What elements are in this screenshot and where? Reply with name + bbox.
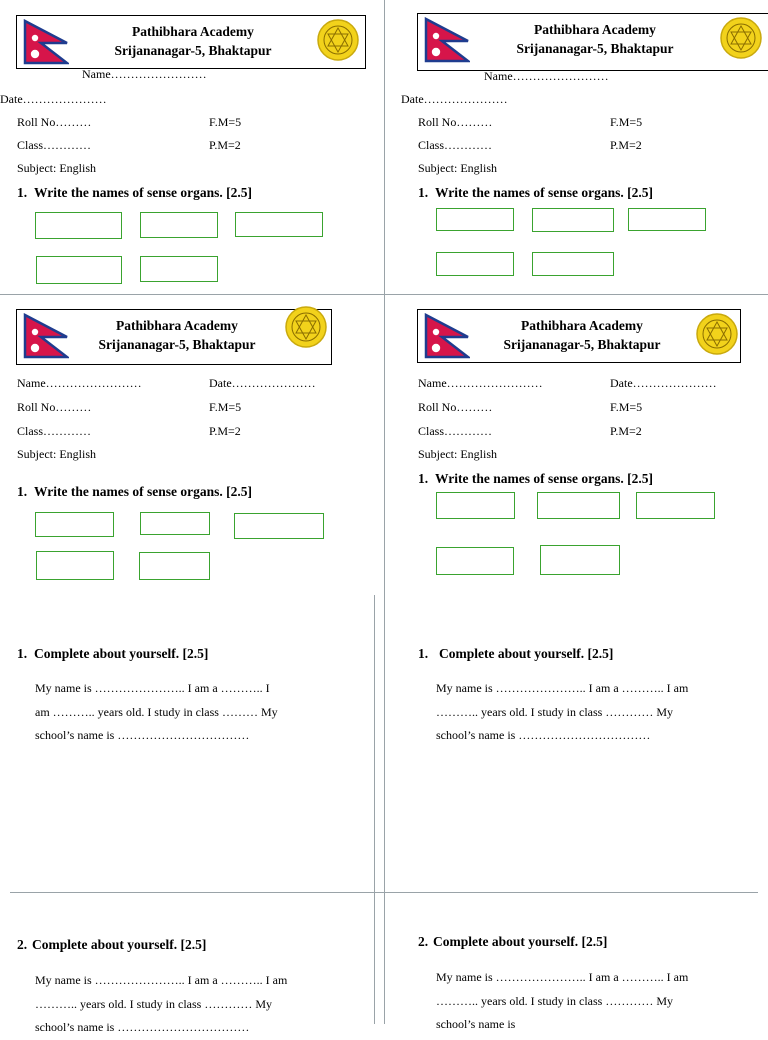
school-header bbox=[16, 15, 366, 69]
answer-box[interactable] bbox=[540, 545, 620, 575]
fm-field: F.M=5 bbox=[610, 400, 643, 414]
answer-box[interactable] bbox=[436, 547, 514, 575]
answer-box[interactable] bbox=[140, 212, 218, 238]
nepal-flag-icon bbox=[424, 313, 470, 359]
yourself-paragraph bbox=[436, 966, 746, 1037]
paragraph-line: school’s name is bbox=[436, 1017, 516, 1031]
answer-box[interactable] bbox=[235, 212, 323, 237]
school-emblem-icon bbox=[696, 313, 738, 355]
paragraph-line: ……….. years old. I study in class ………… My bbox=[436, 704, 673, 719]
question-sense-organs: 1. Write the names of sense organs. [2.5] bbox=[418, 185, 653, 200]
paragraph-line: My name is ………………….. I am a ……….. I am bbox=[436, 970, 689, 984]
answer-box[interactable] bbox=[35, 512, 114, 537]
answer-box[interactable] bbox=[537, 492, 620, 519]
school-title bbox=[77, 22, 309, 60]
date-field: Date………………… bbox=[401, 92, 508, 106]
nepal-flag-icon bbox=[23, 313, 69, 359]
class-field: Class………… bbox=[418, 424, 493, 438]
horizontal-divider bbox=[0, 294, 768, 295]
paragraph-line: ……….. years old. I study in class ………… My bbox=[35, 996, 272, 1011]
yourself-paragraph bbox=[35, 677, 330, 748]
answer-box[interactable] bbox=[36, 551, 114, 580]
question-sense-organs: 1. Write the names of sense organs. [2.5] bbox=[418, 471, 653, 486]
answer-box[interactable] bbox=[140, 256, 218, 282]
question-sense-organs: 1. Write the names of sense organs. [2.5] bbox=[17, 185, 252, 200]
fm-field: F.M=5 bbox=[610, 115, 643, 129]
paragraph-line: ……….. years old. I study in class ………… My bbox=[436, 993, 673, 1008]
school-address: Srijananagar-5, Bhaktapur bbox=[516, 41, 674, 56]
name-field: Name…………………… bbox=[82, 67, 207, 81]
roll-field: Roll No……… bbox=[17, 115, 92, 129]
school-address: Srijananagar-5, Bhaktapur bbox=[503, 337, 661, 352]
paragraph-line: am ……….. years old. I study in class ……… My bbox=[35, 704, 278, 719]
subject-field: Subject: English bbox=[418, 447, 497, 461]
school-title bbox=[472, 316, 692, 354]
school-header bbox=[417, 13, 768, 71]
nepal-flag-icon bbox=[424, 17, 470, 63]
school-header bbox=[417, 309, 741, 363]
horizontal-divider-bottom bbox=[10, 892, 758, 893]
class-field: Class………… bbox=[17, 424, 92, 438]
name-field: Name…………………… bbox=[418, 376, 543, 390]
date-field: Date………………… bbox=[209, 376, 316, 390]
name-field: Name…………………… bbox=[484, 69, 609, 83]
answer-box[interactable] bbox=[36, 256, 122, 284]
paragraph-line: school’s name is …………………………… bbox=[436, 728, 651, 742]
school-name: Pathibhara Academy bbox=[534, 22, 656, 37]
answer-box[interactable] bbox=[234, 513, 324, 539]
vertical-divider bbox=[384, 0, 385, 1024]
roll-field: Roll No……… bbox=[418, 115, 493, 129]
school-title bbox=[71, 316, 283, 354]
subject-field: Subject: English bbox=[418, 161, 497, 175]
school-title bbox=[478, 20, 712, 58]
question-yourself: 1. Complete about yourself. [2.5] bbox=[17, 646, 209, 661]
school-emblem-icon bbox=[720, 17, 762, 59]
answer-box[interactable] bbox=[140, 512, 210, 535]
pm-field: P.M=2 bbox=[610, 138, 642, 152]
answer-box[interactable] bbox=[35, 212, 122, 239]
pm-field: P.M=2 bbox=[610, 424, 642, 438]
fm-field: F.M=5 bbox=[209, 400, 242, 414]
class-field: Class………… bbox=[418, 138, 493, 152]
roll-field: Roll No……… bbox=[418, 400, 493, 414]
subject-field: Subject: English bbox=[17, 161, 96, 175]
pm-field: P.M=2 bbox=[209, 424, 241, 438]
paragraph-line: My name is ………………….. I am a ……….. I am bbox=[35, 973, 288, 987]
answer-box[interactable] bbox=[532, 252, 614, 276]
answer-box[interactable] bbox=[628, 208, 706, 231]
paragraph-line: My name is ………………….. I am a ……….. I am bbox=[436, 681, 689, 695]
class-field: Class………… bbox=[17, 138, 92, 152]
question-yourself: 2. Complete about yourself. [2.5] bbox=[418, 934, 608, 949]
subject-field: Subject: English bbox=[17, 447, 96, 461]
question-yourself: 2. Complete about yourself. [2.5] bbox=[17, 937, 207, 952]
answer-box[interactable] bbox=[436, 492, 515, 519]
answer-box[interactable] bbox=[436, 252, 514, 276]
question-yourself: 1. Complete about yourself. [2.5] bbox=[418, 646, 614, 661]
yourself-paragraph bbox=[436, 677, 746, 748]
name-field: Name…………………… bbox=[17, 376, 142, 390]
answer-box[interactable] bbox=[532, 208, 614, 232]
school-address: Srijananagar-5, Bhaktapur bbox=[114, 43, 272, 58]
school-header bbox=[16, 309, 332, 365]
school-emblem-icon bbox=[285, 306, 327, 348]
pm-field: P.M=2 bbox=[209, 138, 241, 152]
paragraph-line: school’s name is …………………………… bbox=[35, 1020, 250, 1034]
roll-field: Roll No……… bbox=[17, 400, 92, 414]
date-field: Date………………… bbox=[610, 376, 717, 390]
answer-box[interactable] bbox=[436, 208, 514, 231]
paragraph-line: My name is ………………….. I am a ……….. I bbox=[35, 681, 270, 695]
fm-field: F.M=5 bbox=[209, 115, 242, 129]
question-sense-organs: 1. Write the names of sense organs. [2.5] bbox=[17, 484, 252, 499]
school-emblem-icon bbox=[317, 19, 359, 61]
school-name: Pathibhara Academy bbox=[132, 24, 254, 39]
nepal-flag-icon bbox=[23, 19, 69, 65]
answer-box[interactable] bbox=[139, 552, 210, 580]
paragraph-line: school’s name is …………………………… bbox=[35, 728, 250, 742]
school-address: Srijananagar-5, Bhaktapur bbox=[98, 337, 256, 352]
school-name: Pathibhara Academy bbox=[521, 318, 643, 333]
school-name: Pathibhara Academy bbox=[116, 318, 238, 333]
yourself-paragraph bbox=[35, 969, 345, 1040]
vertical-divider-short bbox=[374, 595, 375, 1024]
date-field: Date………………… bbox=[0, 92, 107, 106]
answer-box[interactable] bbox=[636, 492, 715, 519]
